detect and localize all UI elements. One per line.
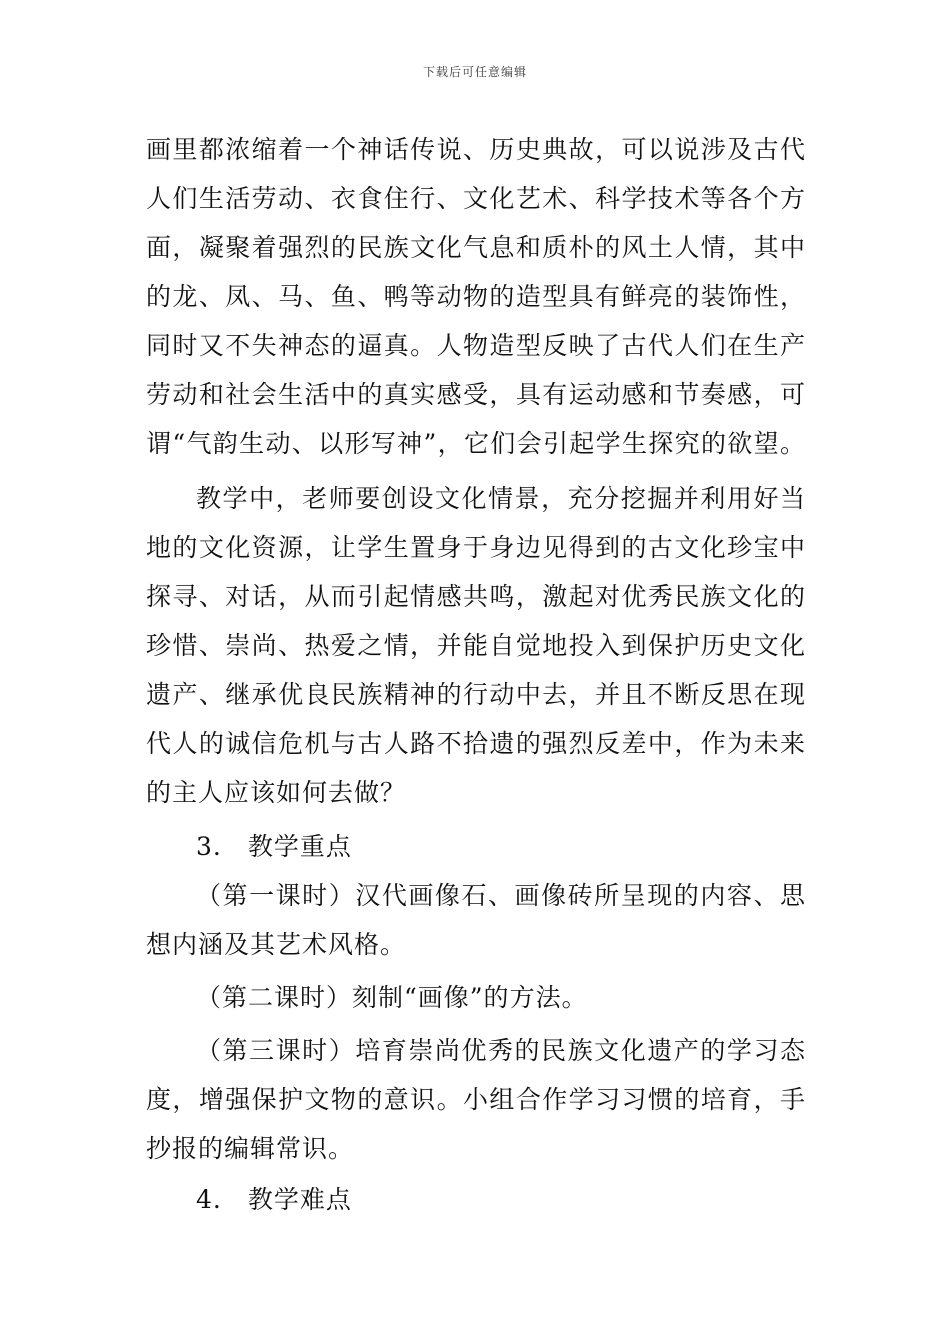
paragraph-line: 珍惜、崇尚、热爱之情，并能自觉地投入到保护历史文化	[146, 631, 806, 660]
section-title: 教学重点	[247, 832, 352, 861]
section-3-heading	[196, 830, 352, 864]
key-point-line: （第二课时）刻制“画像”的方法。	[196, 983, 588, 1012]
paragraph-line: 遗产、继承优良民族精神的行动中去，并且不断反思在现	[146, 680, 806, 709]
paragraph-line: 的龙、凤、马、鱼、鸭等动物的造型具有鲜亮的装饰性，	[146, 282, 806, 311]
paragraph-line: 教学中，老师要创设文化情景，充分挖掘并利用好当	[196, 484, 806, 513]
paragraph-line: 探寻、对话，从而引起情感共鸣，激起对优秀民族文化的	[146, 582, 806, 611]
paragraph-line: 代人的诚信危机与古人路不拾遗的强烈反差中，作为未来	[146, 729, 806, 758]
paragraph-line: 劳动和社会生活中的真实感受，具有运动感和节奏感，可	[146, 380, 806, 409]
paragraph-line: 画里都浓缩着一个神话传说、历史典故，可以说涉及古代	[146, 135, 806, 164]
section-number: 4.	[196, 1185, 222, 1214]
paragraph-line: 地的文化资源，让学生置身于身边见得到的古文化珍宝中	[146, 533, 806, 562]
key-point-line: 想内涵及其艺术风格。	[146, 930, 407, 959]
paragraph-line: 面，凝聚着强烈的民族文化气息和质朴的风土人情，其中	[146, 233, 806, 262]
page-header: 下载后可任意编辑	[422, 65, 527, 79]
paragraph-line: 的主人应该如何去做？	[146, 778, 407, 807]
key-point-line: （第三课时）培育崇尚优秀的民族文化遗产的学习态	[196, 1036, 806, 1065]
paragraph-line: 谓“气韵生动、以形写神”，它们会引起学生探究的欲望。	[146, 429, 806, 458]
section-number: 3.	[196, 832, 222, 861]
paragraph-line: 同时又不失神态的逼真。人物造型反映了古代人们在生产	[146, 331, 806, 360]
key-point-line: （第一课时）汉代画像石、画像砖所呈现的内容、思	[196, 881, 806, 910]
key-point-line: 度，增强保护文物的意识。小组合作学习习惯的培育，手	[146, 1085, 806, 1114]
key-point-line: 抄报的编辑常识。	[146, 1134, 355, 1163]
section-4-heading	[196, 1183, 352, 1217]
paragraph-line: 人们生活劳动、衣食住行、文化艺术、科学技术等各个方	[146, 184, 806, 213]
section-title: 教学难点	[247, 1185, 352, 1214]
